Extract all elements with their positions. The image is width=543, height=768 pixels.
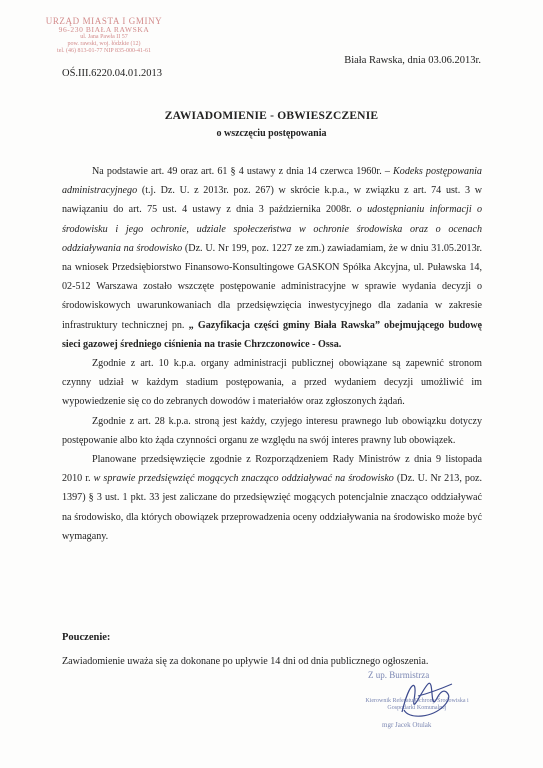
signature-line: Z up. Burmistrza xyxy=(368,670,430,680)
instruction-text: Zawiadomienie uważa się za dokonane po upływie 14 dni od dnia publicznego ogłoszenia. xyxy=(62,656,429,667)
stamp-line: 96-230 BIAŁA RAWSKA xyxy=(58,25,150,35)
stamp-line: URZĄD MIASTA I GMINY xyxy=(45,16,163,26)
office-stamp xyxy=(44,16,164,55)
text-run: (Dz. U. Nr 199, poz. 1227 ze zm.) zawiadamiam, że w dniu 31.05.2013r. na wniosek Przedsiębiorstwo Finansowo-Konsultingowe GASKON Spółka Akcyjna, ul. Puławska 14, 02-512 Warszawa zostało wszczęte postępowanie administracyjne w sprawie wydania decyzji o środowiskowych uwarunkowaniach dla przedsięwzięcia inwestycyjnego dla zadania w zakresie infrastruktury technicznej pn. xyxy=(62,242,482,331)
reference-number: OŚ.III.6220.04.01.2013 xyxy=(62,68,163,79)
text-run: (t.j. Dz. U. z 2013r. poz. 267) w skrócie k.p.a., w związku z art. 74 ust. 3 w nawiązaniu do art. 75 ust. 4 ustawy z dnia 3 października 2008r. xyxy=(62,185,482,216)
signature-line: Kierownik Referatu Ochrony Środowiska i Gospodarki Komunalnej xyxy=(365,698,469,711)
signature-stamp xyxy=(352,670,482,746)
text-run: Na podstawie art. 49 oraz art. 61 § 4 ustawy z dnia 14 czerwca 1960r. – xyxy=(92,166,394,177)
paragraph-regulation xyxy=(62,450,482,546)
document-body xyxy=(62,162,482,546)
stamp-line: ul. Jana Pawła II 57 xyxy=(80,34,128,41)
place-date: Biała Rawska, dnia 03.06.2013r. xyxy=(344,55,481,66)
act-title: o udostępnianiu informacji o środowisku i jego ochronie, udziale społeczeństwa w ochronie środowiska oraz o ocenach oddziaływania na środowisko xyxy=(62,204,482,254)
handwritten-signature xyxy=(352,670,482,746)
act-title: Kodeks postępowania administracyjnego xyxy=(62,166,482,197)
stamp-line: pow. rawski, woj. łódzkie (12) xyxy=(67,41,141,48)
document-title: ZAWIADOMIENIE - OBWIESZCZENIE xyxy=(164,110,379,122)
paragraph-article-10: Zgodnie z art. 10 k.p.a. organy administracji publicznej obowiązane są zapewnić stronom czynny udział w każdym stadium postępowania, a przed wydaniem decyzji umożliwić im wypowiedzenie się co do zebranych dowodów i materiałów oraz zgłoszonych żądań. xyxy=(62,358,482,408)
regulation-title: w sprawie przedsięwzięć mogących znacząco oddziaływać na środowisko xyxy=(93,473,394,485)
paragraph-article-28: Zgodnie z art. 28 k.p.a. stroną jest każdy, czyjego interesu prawnego lub obowiązku dotyczy postępowanie albo kto żąda czynności organu ze względu na swój interes prawny lub obowiązek. xyxy=(62,415,482,446)
paragraph-legal-basis xyxy=(62,162,482,354)
signature-name: mgr Jacek Otulak xyxy=(382,721,432,729)
text-run: Planowane przedsięwzięcie zgodnie z Rozporządzeniem Rady Ministrów z dnia 9 listopada 2010 r. xyxy=(62,454,482,485)
document-subtitle: o wszczęciu postępowania xyxy=(216,128,327,139)
project-name: „ Gazyfikacja części gminy Biała Rawska” obejmującego budowę sieci gazowej średniego ciśnienia na trasie Chrzczonowice - Ossa. xyxy=(62,319,482,350)
instruction-heading: Pouczenie: xyxy=(62,632,111,643)
text-run: (Dz. U. Nr 213, poz. 1397) § 3 ust. 1 pkt. 33 jest zaliczane do przedsięwzięć mogących potencjalnie znacząco oddziaływać na środowisko, dla których obowiązek przeprowadzenia oceny oddziaływania na środowisko może być wymagany. xyxy=(62,473,483,542)
stamp-line: tel. (46) 813-01-77 NIP 835-000-41-61 xyxy=(57,47,151,54)
